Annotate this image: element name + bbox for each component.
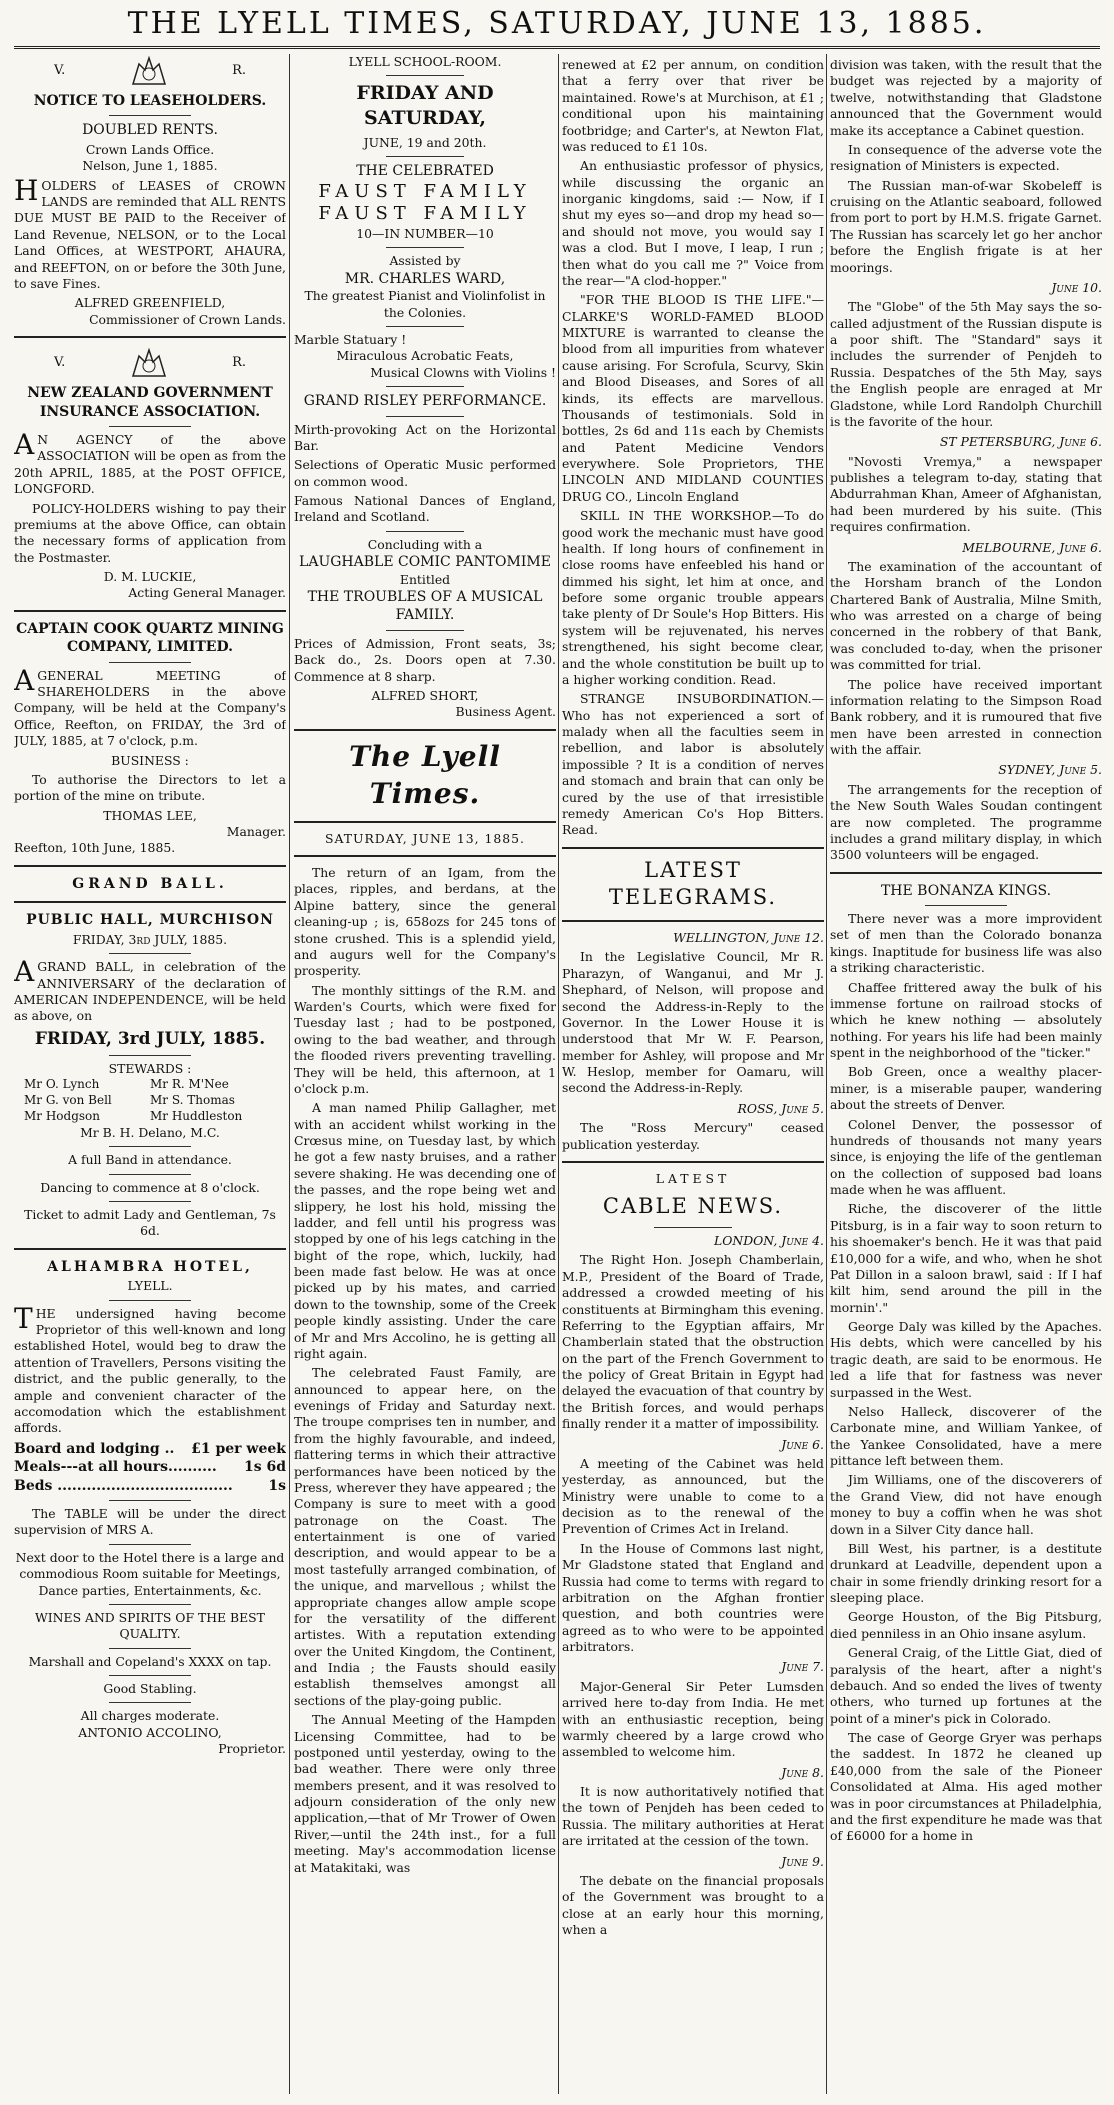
news-paragraph: STRANGE INSUBORDINATION.—Who has not experienced a sort of malady when all the faculties seem in rebellion, and labor is absolutely impossible ? It is a condition of nerves and stomach and brain that can only be cured by the use of that irresistible remedy American Co's Hop Bitters. Read. [562,691,824,838]
telegrams-title: LATEST TELEGRAMS. [608,857,778,910]
crest-v: V. [54,355,66,371]
rule [109,1174,191,1175]
column-1 [14,54,286,2094]
ad-body: AN AGENCY of the above ASSOCIATION will be open as from the 20th APRIL, 1885, at the POST OFFICE, LONGFORD. [14,428,286,497]
stewards-list [14,1077,286,1124]
bonanza-title: THE BONANZA KINGS. [880,882,1052,899]
paper-date: SATURDAY, JUNE 13, 1885. [325,830,525,846]
program-item: Mirth-provoking Act on the Horizontal Bar. [294,421,556,453]
crest-r: R. [232,355,246,371]
rule [386,531,465,532]
price-meals [14,1458,286,1476]
rule [14,865,286,867]
news-paragraph: The Russian man-of-war Skobeleff is cruising on the Atlantic seaboard, followed from port to port by H.M.S. frigate Garnet. The Russian has scarcely let go her anchor before the English frigate is at her moorings. [830,177,1102,275]
show-dates: JUNE, 19 and 20th. [363,134,487,150]
news-paragraph: The police have received important information relating to the Simpson Road Bank robbery, and it is rumoured that five men have been arrested in connection with the affair. [830,676,1102,757]
news-paragraph: Colonel Denver, the possessor of hundreds of thousands not many years since, is enjoying the life of the gentleman on the collection of supposed bad loans made when he was affluent. [830,1116,1102,1198]
rule [386,326,465,327]
ad-body: POLICY-HOLDERS wishing to pay their premiums at the above Office, can obtain the necessary forms of application from the Postmaster. [14,500,286,565]
steward: Mr O. Lynch [24,1077,100,1092]
agent-title: Business Agent. [455,704,556,720]
column-3 [562,54,824,2094]
show-number: 10—IN NUMBER—10 [356,225,494,241]
dateline: ROSS, June 5. [737,1100,824,1116]
steward: Mr Hodgson [24,1109,101,1124]
dateline: LONDON, June 4. [713,1233,824,1249]
news-paragraph: Chaffee frittered away the bulk of his immense fortune on railroad stocks of which he knew nothing — absolutely nothing. For years his life had been mainly spent in the neighborhood of the "ticker." [830,979,1102,1061]
program-item: Selections of Operatic Music performed on common wood. [294,457,556,489]
rule [294,855,556,857]
ad-next: Next door to the Hotel there is a large and commodious Room suitable for Meetings, Dance parties, Entertainments, &c. [15,1549,285,1598]
news-paragraph: The case of George Gryer was perhaps the saddest. In 1872 he cleaned up £40,000 from the sale of the Pioneer Consolidated at Alma. His aged mother was in poor circumstances at Philadelphia, and the first expenditure he made was that of £6000 for a home in [830,1730,1102,1844]
news-paragraph: "FOR THE BLOOD IS THE LIFE."—CLARKE'S WORLD-FAMED BLOOD MIXTURE is warranted to cleanse the blood from all impurities from whatever cause arising. For Scrofula, Scurvy, Skin and Blood Diseases, and Sores of all kinds, its effects are marvellous. Thousands of testimonials. Sold in bottles, 2s 6d and 11s each by Chemists and Patent Medicine Vendors everywhere. Sole Proprietors, THE LINCOLN AND MIDLAND COUNTIES DRUG CO., Lincoln England [562,292,824,504]
ad-stabling: Good Stabling. [103,1681,197,1697]
rule [109,426,191,427]
news-paragraph: Nelso Halleck, discoverer of the Carbonate mine, and William Yankee, of the Yankee Consolidated, have a mere pittance left between them. [830,1403,1102,1469]
ad-ticket: Ticket to admit Lady and Gentleman, 7s 6d. [24,1207,276,1239]
news-paragraph: Major-General Sir Peter Lumsden arrived here to-day from India. He met with an enthusiastic reception, being warmly cheered by a large crowd who assembled to welcome him. [562,1678,824,1760]
ad-band: A full Band in attendance. [68,1152,232,1168]
news-paragraph: Riche, the discoverer of the little Pitsburg, is in a fair way to soon return to his shoemaker's bench. He it was that paid £10,000 for a wife, and who, when he shot Pat Dillon in a saloon brawl, said : If I haf kilt him, send around the pill in the mornin'." [830,1201,1102,1315]
rule [386,386,465,387]
rule [14,901,286,903]
rule [109,1500,191,1501]
ad-business-label: BUSINESS : [111,752,189,768]
ad-place-date: Reefton, 10th June, 1885. [14,840,176,856]
dateline: ST PETERSBURG, June 6. [939,434,1102,450]
royal-arms-icon [125,346,173,380]
celebrated: THE CELEBRATED [356,162,494,179]
paper-title: The Lyell Times. [349,739,501,810]
ad-title: NOTICE TO LEASEHOLDERS. [33,93,267,109]
rule [109,115,191,116]
dateline: WELLINGTON, June 12. [673,930,824,946]
ad-date: FRIDAY, 3rd JULY, 1885. [72,931,228,947]
assisted: Assisted by [389,253,461,269]
dateline: MELBOURNE, June 6. [962,539,1102,555]
dateline: June 8. [781,1764,824,1780]
pantomime: LAUGHABLE COMIC PANTOMIME [299,554,551,571]
news-paragraph: A man named Philip Gallagher, met with an accident whilst working in the Crœsus mine, on Tuesday last, by which he got a few nasty bruises, and a rather severe shaking. He was decending one of the passes, and the rope being wet and slippery, he lost his hold, missing the ladder, and fell until his progress was stopped by one of his legs catching in the bight of the rope, which, luckily, had been made fast below. He was at once picked up by his mates, and carried down to the township, some of the Creek people kindly assisting. Under the care of Mr and Mrs Accolino, he is getting all right again. [294,1100,556,1361]
rule [109,1300,191,1301]
rule [109,1146,191,1147]
rule [386,156,465,157]
ad-body: HOLDERS of LEASES of CROWN LANDS are reminded that ALL RENTS DUE MUST BE PAID to the Receiver of Land Revenue, NELSON, or to the Local Land Offices, at WESTPORT, AHAURA, and REEFTON, on or before the 30th June, to save Fines. [14,173,286,291]
ad-body: To authorise the Directors to let a portion of the mine on tribute. [14,771,286,804]
column-divider [558,54,559,2094]
venue: LYELL SCHOOL-ROOM. [348,54,502,69]
column-2 [294,54,556,2094]
price-label: Board and lodging .. [14,1440,175,1457]
news-paragraph: The monthly sittings of the R.M. and Warden's Courts, which were fixed for Tuesday last ; had to be postponed, owing to the bad weather, and through the flooded rivers preventing travelling. They will be held, this afternoon, at 1 o'clock p.m. [294,982,556,1096]
news-paragraph: SKILL IN THE WORKSHOP.—To do good work the mechanic must have good health. If long hours of confinement in close rooms have enfeebled his hand or dimmed his sight, let him at once, and before some organic trouble appears take plenty of Dr Soule's Hop Bitters. His system will be rejuvenated, his nerves strengthened, his sight become clear, and the whole constitution be built up to a higher working condition. Read. [562,508,824,687]
rule [386,630,465,631]
risley: GRAND RISLEY PERFORMANCE. [303,393,547,410]
steward: Mr G. von Bell [24,1093,112,1108]
news-paragraph: The Annual Meeting of the Hampden Licensing Committee, had to be postponed until yesterday, owing to the bad weather. There were only three members present, and it was resolved to adjourn consideration of the only new application,—that of Mr Trower of Owen River,—until the 24th inst., for a full meeting. May's accommodation license at Matakitaki, was [294,1712,556,1875]
column-4 [830,54,1102,2094]
news-paragraph: In consequence of the adverse vote the resignation of Ministers is expected. [830,141,1102,174]
faust-family: FAUST FAMILY [318,181,532,203]
news-paragraph: The "Globe" of the 5th May says the so-called adjustment of the Russian dispute is a poor shift. The "Standard" says it includes the surrender of Penjdeh to Russia. Despatches of the 5th May, says the English people are enraged at Mr Gladstone, while Lord Randolph Churchill is the favorite of the hour. [830,299,1102,429]
dateline: June 10. [1051,279,1102,295]
news-paragraph: George Daly was killed by the Apaches. His debts, which were cancelled by his tragic death, are said to be enormous. He led a life that for fastness was never surpassed in the West. [830,1319,1102,1400]
news-paragraph: The arrangements for the reception of the New South Wales Soudan contingent are now completed. The programme includes a grand military display, in which 3500 volunteers will be engaged. [830,781,1102,863]
news-paragraph: The examination of the accountant of the Horsham branch of the London Chartered Bank of Australia, Milne Smith, who was arrested on a charge of being concerned in the robbery of that Bank, was concluded to-day, when the prisoner was committed for trial. [830,558,1102,673]
ad-place: LYELL. [127,1278,173,1294]
show-days: FRIDAY AND SATURDAY, [356,82,494,130]
rule [109,1604,191,1605]
ad-big-date: FRIDAY, 3rd JULY, 1885. [34,1028,266,1049]
rule [109,1648,191,1649]
troubles: THE TROUBLES OF A MUSICAL FAMILY. [307,589,543,624]
ad-wines: WINES AND SPIRITS OF THE BEST QUALITY. [35,1609,265,1642]
rule [562,1161,824,1163]
news-paragraph: The debate on the financial proposals of the Government was brought to a close at an early hour this morning, when a [562,1872,824,1938]
entitled: Entitled [399,571,451,587]
dateline: June 6. [781,1436,824,1452]
cable-title-2: CABLE NEWS. [602,1194,784,1219]
dateline: June 7. [781,1659,824,1675]
price-label: Beds .................................... [14,1477,233,1494]
crest-v: V. [54,63,66,79]
act: Musical Clowns with Violins ! [370,364,556,380]
news-paragraph: In the House of Commons last night, Mr Gladstone stated that England and Russia had come to terms with regard to arbitration on the Afghan frontier question, and both countries were agreed as to who were to be appointed arbitrators. [562,1540,824,1655]
rule [294,821,556,823]
steward-mc: Mr B. H. Delano, M.C. [80,1124,220,1140]
crest-r: R. [232,63,246,79]
ad-date: Nelson, June 1, 1885. [82,158,218,174]
ad-marshall: Marshall and Copeland's XXXX on tap. [28,1653,272,1669]
act: Miraculous Acrobatic Feats, [336,348,514,364]
news-paragraph: There never was a more improvident set of men than the Colorado bonanza kings. Inaptitude for business life was also a striking characteristic. [830,911,1102,976]
rule [14,1248,286,1250]
ad-table: The TABLE will be under the direct supervision of MRS A. [14,1506,286,1538]
concluding: Concluding with a [367,536,483,552]
ad-signer-title: Proprietor. [218,1741,286,1757]
cable-title-1: LATEST [655,1170,731,1186]
ad-signer: ALFRED GREENFIELD, [74,295,226,311]
news-paragraph: The "Ross Mercury" ceased publication yesterday. [562,1120,824,1152]
price-beds [14,1477,286,1495]
ad-signer: ANTONIO ACCOLINO, [78,1724,222,1740]
rule [386,75,465,76]
news-paragraph: It is now authoritatively notified that the town of Penjdeh has been ceded to Russia. The military authorities at Herat are irritated at the cession of the town. [562,1784,824,1849]
ad-title: GRAND BALL. [72,875,228,892]
column-divider [826,54,827,2094]
ad-signer-title: Acting General Manager. [128,585,286,601]
ad-subtitle: DOUBLED RENTS. [82,122,218,139]
act: Marble Statuary ! [294,331,407,347]
rule [562,920,824,922]
ad-signer-title: Manager. [226,824,286,840]
news-paragraph: renewed at £2 per annum, on condition that a ferry over that river be maintained. Rowe's at Murchison, at £1 ; conditional upon his maintaining footbridge; and Carter's, at Newton Flat, was reduced to £1 10s. [562,57,824,154]
news-paragraph: A meeting of the Cabinet was held yesterday, as announced, but the Ministry were unable to come to a decision as to the renewal of the Prevention of Crimes Act in Ireland. [562,1455,824,1537]
royal-arms-icon [125,54,173,88]
rule [830,872,1102,874]
column-divider [289,54,290,2094]
ad-body: AGRAND BALL, in celebration of the ANNIVERSARY of the declaration of AMERICAN INDEPENDENCE, will be held as above, on [14,955,286,1024]
news-paragraph: In the Legislative Council, Mr R. Pharazyn, of Wanganui, and Mr J. Shephard, of Nelson, will propose and second the Address-in-Reply to the Governor. In the Lower House it is understood that Mr W. F. Pearson, member for Ashley, will propose and Mr W. Heslop, member for Oamaru, will second the Address-in-Reply. [562,949,824,1096]
news-paragraph: Jim Williams, one of the discoverers of the Grand View, did not have enough money to buy a coffin when he was shot down in a Silver City dance hall. [830,1472,1102,1537]
news-paragraph: "Novosti Vremya," a newspaper publishes a telegram to-day, stating that Abdurrahman Khan, Ameer of Afghanistan, had been murdered by his suite. (This requires confirmation. [830,453,1102,535]
steward: Mr S. Thomas [150,1093,235,1108]
price-value: £1 per week [191,1440,286,1457]
dateline: SYDNEY, June 5. [998,762,1102,778]
ad-body: THE undersigned having become Proprietor of this well-known and long established Hotel, would beg to draw the attention of Travellers, Persons visiting the district, and the public generally, to the ample and convenient character of the accomodation which the establishment affords. [14,1301,286,1436]
pianist: The greatest Pianist and Violinfolist in the Colonies. [304,288,546,320]
rule [14,336,286,338]
news-paragraph: The celebrated Faust Family, are announced to appear here, on the evenings of Friday and Saturday next. The troupe comprises ten in number, and from the highly favourable, and indeed, flattering terms in which their attractive performances have been noticed by the Press, wherever they have appeared ; the Company is sure to meet with a good patronage on the Coast. The entertainment is one of varied description, and would appear to be a most tastefully arranged combination, of the unique, and marvellous ; whilst the appropriate changes allow ample scope for the versatility of the different artistes. With a reputation extending over the United Kingdom, the Continent, and India ; the Fausts should easily establish themselves amongst all sections of the play-going public. [294,1365,556,1708]
ad-dancing: Dancing to commence at 8 o'clock. [40,1179,260,1195]
rule [386,416,465,417]
rule [109,953,191,954]
rule [654,1227,733,1228]
rule [14,610,286,612]
ad-title: NEW ZEALAND GOVERNMENT INSURANCE ASSOCIATION. [27,385,273,420]
masthead: THE LYELL TIMES, SATURDAY, JUNE 13, 1885. [127,6,987,41]
rule [294,729,556,731]
rule [109,1055,191,1056]
ad-body: AGENERAL MEETING of SHAREHOLDERS in the above Company, will be held at the Company's Office, Reefton, on FRIDAY, the 3rd of JULY, 1885, at 7 o'clock, p.m. [14,663,286,749]
agent: ALFRED SHORT, [371,688,479,704]
steward: Mr R. M'Nee [150,1077,229,1092]
ad-signer-title: Commissioner of Crown Lands. [89,311,286,327]
rule [925,905,1007,906]
ad-signer: THOMAS LEE, [103,807,197,823]
news-paragraph: The return of an Igam, from the places, ripples, and berdans, at the Alpine battery, since the general cleaning-up ; is, 658ozs for 245 tons of stone crushed. This is a splendid yield, and augurs well for the Company's prosperity. [294,865,556,979]
news-paragraph: General Craig, of the Little Giat, died of paralysis of the heart, after a night's debauch. And so ended the lives of twenty others, who turned up fortunes at the point of a miner's pick in Colorado. [830,1645,1102,1726]
masthead-rule [14,46,1100,49]
price-board [14,1440,286,1458]
steward: Mr Huddleston [150,1109,243,1124]
ad-hall: PUBLIC HALL, MURCHISON [26,912,274,929]
news-paragraph: Bill West, his partner, is a destitute drunkard at Leadville, dependent upon a chair in some friendly drinking resort for a sleeping place. [830,1540,1102,1606]
ad-office: Crown Lands Office. [85,141,215,157]
ward: MR. CHARLES WARD, [344,270,506,287]
ad-charges: All charges moderate. [80,1708,220,1724]
rule [109,1675,191,1676]
program-item: Famous National Dances of England, Ireland and Scotland. [294,493,556,525]
royal-crest [14,54,286,88]
news-paragraph: An enthusiastic professor of physics, while discussing the organic an inorganic kingdoms, said :— Now, if I shut my eyes so—and drop my head so—and should not move, you would say I was a clod. But I move, I leap, I run ; then what do you call me ?" Voice from the rear—"A clod-hopper." [562,158,824,288]
prices: Prices of Admission, Front seats, 3s; Back do., 2s. Doors open at 7.30. Commence at 8 sharp. [294,635,556,684]
ad-title: ALHAMBRA HOTEL, [47,1258,253,1275]
rule [562,847,824,849]
news-paragraph: George Houston, of the Big Pitsburg, died penniless in an Ohio insane asylum. [830,1609,1102,1641]
dateline: June 9. [781,1853,824,1869]
ad-signer: D. M. LUCKIE, [103,569,197,584]
ad-title: CAPTAIN COOK QUARTZ MINING COMPANY, LIMITED. [16,620,284,656]
price-value: 1s [268,1477,286,1494]
rule [109,1702,191,1703]
faust-family: FAUST FAMILY [318,203,532,225]
stewards-label: STEWARDS : [108,1061,192,1077]
rule [109,1544,191,1545]
royal-crest [14,346,286,380]
rule [109,662,191,663]
rule [109,1201,191,1202]
news-paragraph: Bob Green, once a wealthy placer-miner, is a miserable pauper, wandering about the streets of Denver. [830,1064,1102,1113]
news-paragraph: division was taken, with the result that the budget was rejected by a majority of twelve, notwithstanding that Gladstone announced that the Government would make its acceptance a Cabinet question. [830,57,1102,138]
price-value: 1s 6d [243,1459,286,1476]
news-paragraph: The Right Hon. Joseph Chamberlain, M.P., President of the Board of Trade, addressed a crowded meeting of his constituents at Birmingham this evening. Referring to the Egyptian affairs, Mr Chamberlain stated that the obstruction on the part of the French Government to the policy of Great Britain in Egypt had delayed the evacuation of that country by the British forces, and would perhaps finally render it a matter of impossibility. [562,1252,824,1432]
price-label: Meals---at all hours.......... [14,1459,217,1476]
rule [386,247,465,248]
